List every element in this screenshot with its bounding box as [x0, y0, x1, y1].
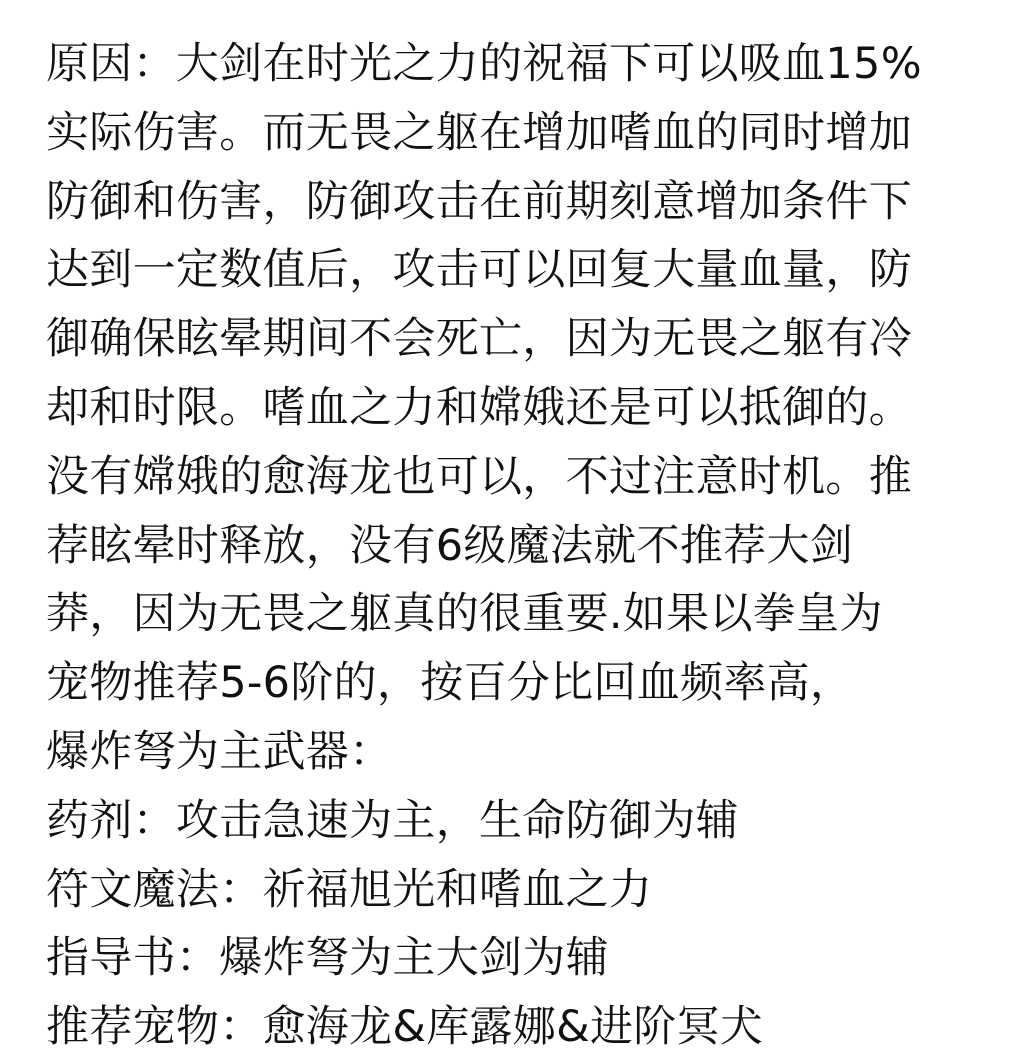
text-line: 莽，因为无畏之躯真的很重要.如果以拳皇为 — [46, 589, 883, 640]
text-line: 推荐宠物：愈海龙&库露娜&进阶冥犬 — [46, 1002, 764, 1053]
document-text — [46, 30, 996, 1062]
text-line: 药剂：攻击急速为主，生命防御为辅 — [46, 795, 739, 846]
text-line: 没有嫦娥的愈海龙也可以，不过注意时机。推 — [46, 451, 912, 502]
text-line: 防御和伤害，防御攻击在前期刻意增加条件下 — [46, 176, 912, 227]
text-line: 却和时限。嗜血之力和嫦娥还是可以抵御的。 — [46, 382, 912, 433]
text-line: 指导书：爆炸弩为主大剑为辅 — [46, 933, 609, 984]
text-line: 达到一定数值后，攻击可以回复大量血量，防 — [46, 245, 912, 296]
text-line: 爆炸弩为主武器： — [46, 726, 393, 777]
text-line: 宠物推荐5-6阶的，按百分比回血频率高， — [46, 658, 854, 709]
text-line: 荐眩晕时释放，没有6级魔法就不推荐大剑 — [46, 520, 854, 571]
text-line: 符文魔法：祈福旭光和嗜血之力 — [46, 864, 653, 915]
text-line: 御确保眩晕期间不会死亡，因为无畏之躯有冷 — [46, 314, 912, 365]
text-line: 原因：大剑在时光之力的祝福下可以吸血15% — [46, 39, 922, 89]
text-line: 实际伤害。而无畏之躯在增加嗜血的同时增加 — [46, 107, 912, 158]
